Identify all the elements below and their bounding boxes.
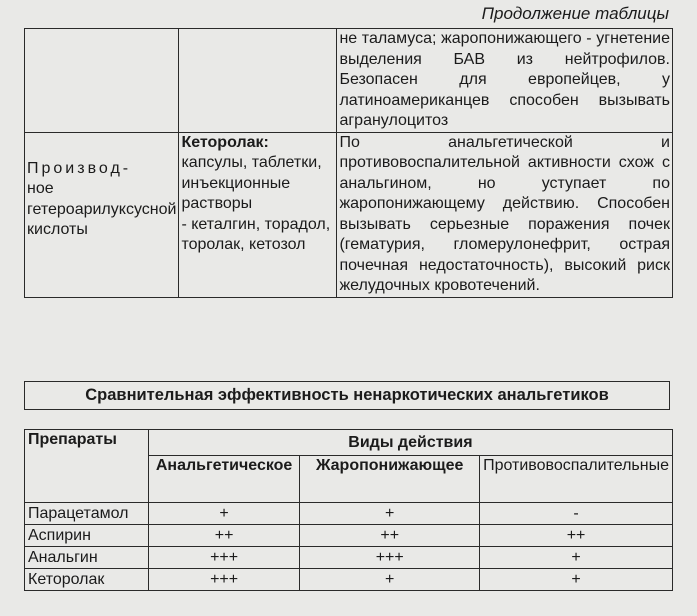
description-cell: По анальгетической и противовоспалительной активности схож с анальгином, но уступает по жаропонижающему действию. Способен вызывать серьезные поражения почек (гематурия, гломерулонефрит, острая почечная недостаточность), высокий риск желудочных кровотечений. [337, 132, 673, 297]
antipyretic-value: +++ [300, 547, 480, 569]
table-row [25, 503, 673, 525]
analgesic-value: ++ [148, 525, 300, 547]
antipyretic-value: + [300, 503, 480, 525]
drug-name-cell: Анальгин [25, 547, 149, 569]
drug-cell [179, 132, 337, 297]
table-row [25, 525, 673, 547]
header-row [25, 430, 673, 456]
antipyretic-value: ++ [300, 525, 480, 547]
analgesic-value: + [148, 503, 300, 525]
drugs-header: Препараты [25, 430, 149, 503]
drug-forms: капсулы, таблетки, инъекционные растворы [181, 154, 322, 212]
group-name-rest: ное гетероарилуксусной кислоты [27, 180, 177, 238]
antiinflammatory-header: Противовоспалительные [480, 456, 673, 503]
antipyretic-value: + [300, 569, 480, 591]
antipyretic-header: Жаропонижающее [300, 456, 480, 503]
group-name-first: Производ- [27, 159, 132, 177]
drug-name: Кеторолак: [181, 133, 269, 151]
table-row [25, 547, 673, 569]
drug-name-cell: Кеторолак [25, 569, 149, 591]
comparison-title: Сравнительная эффективность ненаркотических анальгетиков [24, 381, 670, 410]
table-row [25, 29, 673, 133]
antiinflammatory-value: + [480, 569, 673, 591]
table-row [25, 132, 673, 297]
table-row [25, 569, 673, 591]
drug-name-cell: Парацетамол [25, 503, 149, 525]
comparison-table [24, 429, 673, 591]
drug-cell [179, 29, 337, 133]
antiinflammatory-value: - [480, 503, 673, 525]
analgesic-value: +++ [148, 569, 300, 591]
drug-brands: - кеталгин, торадол, торолак, кетозол [181, 215, 331, 253]
group-cell [25, 132, 179, 297]
analgesic-header: Анальгетическое [148, 456, 300, 503]
group-cell [25, 29, 179, 133]
analgesic-value: +++ [148, 547, 300, 569]
drug-name-cell: Аспирин [25, 525, 149, 547]
continuation-label: Продолжение таблицы [481, 4, 669, 23]
antiinflammatory-value: ++ [480, 525, 673, 547]
description-cell: не таламуса; жаропонижающего - угнетение выделения БАВ из нейтрофилов. Безопасен для европейцев, у латиноамериканцев способен вызывать агранулоцитоз [337, 29, 673, 133]
drug-table [24, 28, 673, 298]
antiinflammatory-value: + [480, 547, 673, 569]
actions-header: Виды действия [148, 430, 672, 456]
